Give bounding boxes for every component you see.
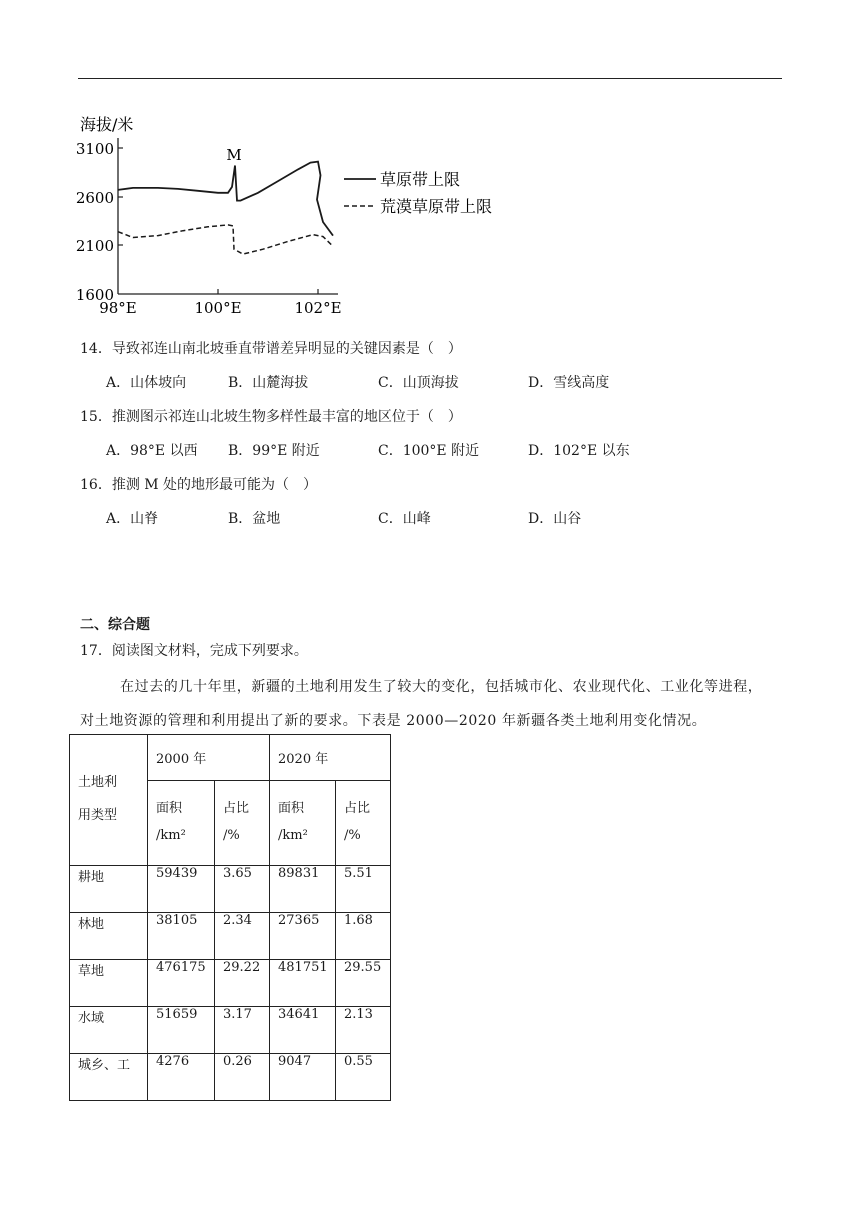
legend-grassland-upper-limit: 草原带上限 — [380, 170, 461, 189]
table-row — [70, 866, 391, 913]
row-type-cell: 城乡、工 — [70, 1054, 148, 1101]
y-tick-2100: 2100 — [75, 237, 114, 255]
section-title: 二、综合题 — [80, 617, 150, 633]
question-17-stem: 17．阅读图文材料，完成下列要求。 — [80, 643, 308, 659]
header-rule — [78, 78, 782, 79]
header-area-2000: 面积 /km² — [148, 781, 215, 866]
q16-option-c[interactable]: C．山峰 — [378, 511, 431, 527]
header-area-2020: 面积 /km² — [270, 781, 336, 866]
row-ratio-2000-cell: 0.26 — [215, 1054, 270, 1101]
row-area-2020-cell: 89831 — [270, 866, 336, 913]
row-area-2000-cell: 51659 — [148, 1007, 215, 1054]
header-land-type: 土地利 用类型 — [70, 735, 148, 866]
y-tick-1600: 1600 — [75, 286, 114, 304]
row-type-cell: 草地 — [70, 960, 148, 1007]
q16-option-a[interactable]: A．山脊 — [106, 511, 159, 527]
header-ratio-2000: 占比 /% — [215, 781, 270, 866]
row-type-cell: 耕地 — [70, 866, 148, 913]
q14-option-b[interactable]: B．山麓海拔 — [228, 375, 309, 391]
row-ratio-2000-cell: 3.65 — [215, 866, 270, 913]
q15-option-a[interactable]: A．98°E 以西 — [106, 443, 198, 459]
table-row — [70, 1054, 391, 1101]
row-area-2020-cell: 27365 — [270, 913, 336, 960]
table-row — [70, 960, 391, 1007]
row-ratio-2000-cell: 2.34 — [215, 913, 270, 960]
header-year-2020: 2020 年 — [270, 735, 391, 781]
header-ratio-2020: 占比 /% — [336, 781, 391, 866]
row-area-2020-cell: 34641 — [270, 1007, 336, 1054]
row-area-2000-cell: 38105 — [148, 913, 215, 960]
q15-option-c[interactable]: C．100°E 附近 — [378, 443, 480, 459]
q14-option-c[interactable]: C．山顶海拔 — [378, 375, 459, 391]
y-tick-3100: 3100 — [75, 140, 114, 158]
y-axis-label: 海拔/米 — [80, 115, 134, 134]
q16-option-b[interactable]: B．盆地 — [228, 511, 281, 527]
row-ratio-2020-cell: 29.55 — [336, 960, 391, 1007]
row-area-2000-cell: 59439 — [148, 866, 215, 913]
table-row — [70, 913, 391, 960]
x-tick-102E: 102°E — [294, 299, 342, 317]
q16-option-d[interactable]: D．山谷 — [528, 511, 582, 527]
legend-desert-grassland-upper-limit: 荒漠草原带上限 — [380, 197, 493, 216]
q14-option-a[interactable]: A．山体坡向 — [106, 375, 187, 391]
row-area-2020-cell: 9047 — [270, 1054, 336, 1101]
x-tick-98E: 98°E — [99, 299, 137, 317]
row-type-cell: 林地 — [70, 913, 148, 960]
series-line-grassland-upper-limit — [118, 162, 333, 236]
row-area-2000-cell: 476175 — [148, 960, 215, 1007]
question-14-stem: 14．导致祁连山南北坡垂直带谱差异明显的关键因素是（ ） — [80, 341, 462, 357]
land-use-table — [69, 734, 391, 1101]
row-ratio-2000-cell: 29.22 — [215, 960, 270, 1007]
q14-option-d[interactable]: D．雪线高度 — [528, 375, 610, 391]
q15-option-b[interactable]: B．99°E 附近 — [228, 443, 320, 459]
row-ratio-2020-cell: 5.51 — [336, 866, 391, 913]
y-tick-2600: 2600 — [75, 189, 114, 207]
series-line-desert-grassland-upper-limit — [118, 225, 333, 254]
marker-m-label: M — [226, 146, 242, 164]
question-16-stem: 16．推测 M 处的地形最可能为（ ） — [80, 477, 318, 493]
altitude-chart — [70, 104, 520, 319]
x-tick-100E: 100°E — [194, 299, 242, 317]
header-year-2000: 2000 年 — [148, 735, 270, 781]
material-paragraph-line-1: 在过去的几十年里，新疆的土地利用发生了较大的变化，包括城市化、农业现代化、工业化等进程， — [120, 679, 763, 695]
table-row — [70, 1007, 391, 1054]
q15-option-d[interactable]: D．102°E 以东 — [528, 443, 630, 459]
row-area-2000-cell: 4276 — [148, 1054, 215, 1101]
row-ratio-2020-cell: 2.13 — [336, 1007, 391, 1054]
row-ratio-2020-cell: 1.68 — [336, 913, 391, 960]
question-15-stem: 15．推测图示祁连山北坡生物多样性最丰富的地区位于（ ） — [80, 409, 462, 425]
row-ratio-2020-cell: 0.55 — [336, 1054, 391, 1101]
row-ratio-2000-cell: 3.17 — [215, 1007, 270, 1054]
row-type-cell: 水域 — [70, 1007, 148, 1054]
material-paragraph-line-2: 对土地资源的管理和利用提出了新的要求。下表是 2000—2020 年新疆各类土地利用变化情况。 — [80, 713, 707, 729]
row-area-2020-cell: 481751 — [270, 960, 336, 1007]
